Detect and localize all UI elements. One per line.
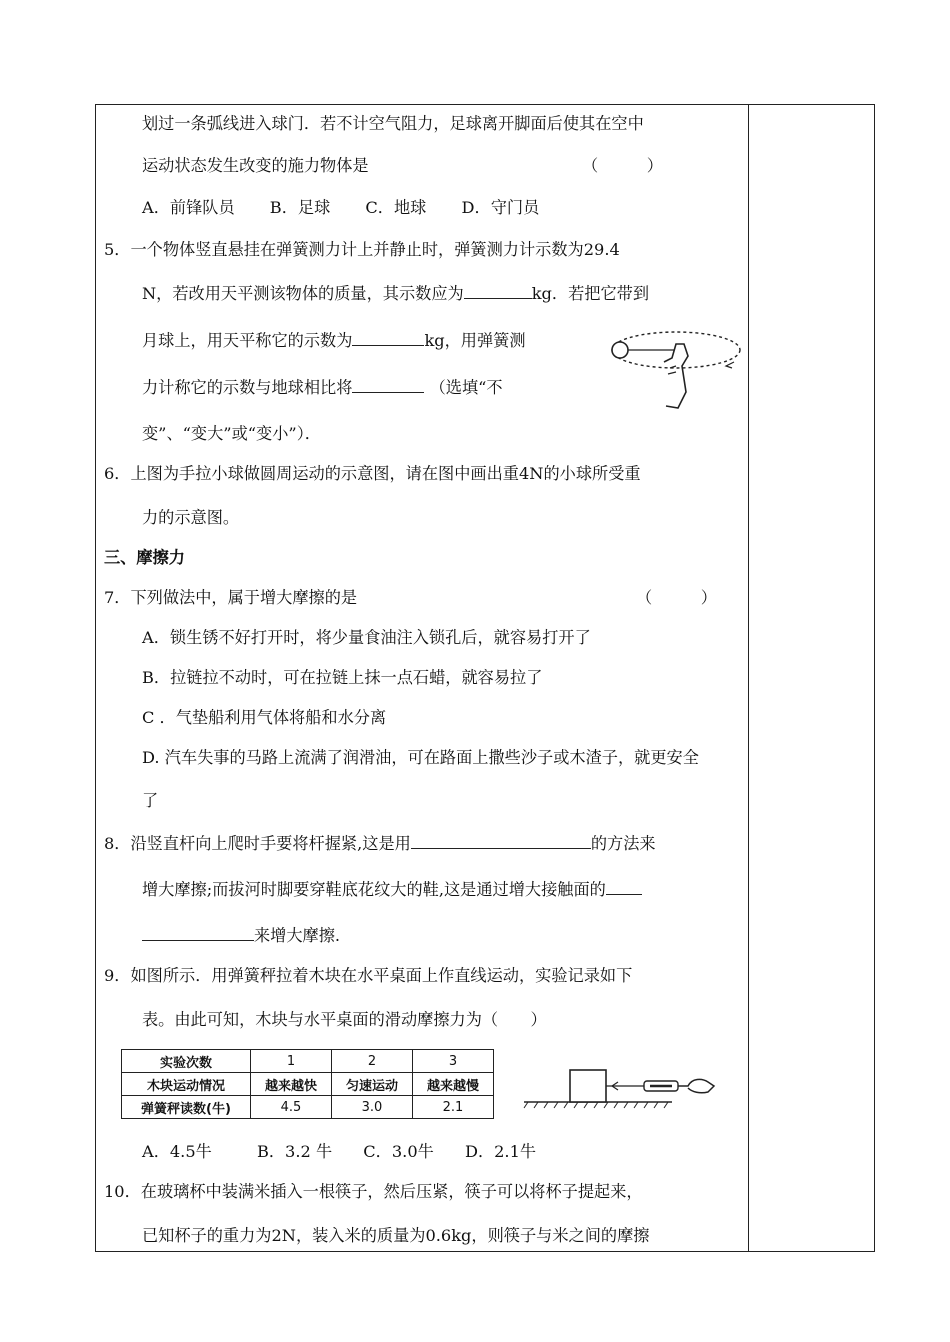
table-cell: 越来越慢 xyxy=(413,1073,494,1096)
table-cell: 4.5 xyxy=(251,1096,332,1119)
table-header-cell: 1 xyxy=(251,1050,332,1073)
table-cell: 3.0 xyxy=(332,1096,413,1119)
q8-line2: 增大摩擦;而拔河时脚要穿鞋底花纹大的鞋,这是通过增大接触面的 xyxy=(142,878,642,902)
q5-line3: 月球上，用天平称它的示数为 kg，用弹簧测 xyxy=(142,331,526,350)
direction-arrow xyxy=(726,362,734,368)
q5-line4: 力计称它的示数与地球相比将 （选填“不 xyxy=(142,378,503,397)
q9-option-c[interactable]: C．3.0牛 xyxy=(363,1142,434,1161)
q4-line1: 划过一条弧线进入球门．若不计空气阻力，足球离开脚面后使其在空中 xyxy=(142,114,644,133)
table-cell: 木块运动情况 xyxy=(122,1073,251,1096)
q7-answer-paren[interactable]: （ ） xyxy=(636,588,717,607)
q4-line2: 运动状态发生改变的施力物体是 xyxy=(142,156,369,175)
column-divider xyxy=(748,104,749,1252)
q9-option-b[interactable]: B．3.2 牛 xyxy=(256,1142,333,1161)
pulling-hand xyxy=(678,1079,714,1092)
q7-option-d-cont: 了 xyxy=(142,791,159,810)
q9-line2: 表。由此可知，木块与水平桌面的滑动摩擦力为（ ） xyxy=(142,1010,547,1029)
wooden-block xyxy=(570,1070,606,1102)
ball xyxy=(612,342,628,358)
q9-line1: 9．如图所示．用弹簧秤拉着木块在水平桌面上作直线运动，实验记录如下 xyxy=(104,966,633,985)
experiment-table xyxy=(121,1049,494,1119)
q8-line1: 8．沿竖直杆向上爬时手要将杆握紧,这是用 的方法来 xyxy=(104,834,656,853)
table-header-cell: 3 xyxy=(413,1050,494,1073)
q7-option-a[interactable]: A．锁生锈不好打开时，将少量食油注入锁孔后，就容易打开了 xyxy=(142,628,591,647)
q5-line1: 5．一个物体竖直悬挂在弹簧测力计上并静止时，弹簧测力计示数为29.4 xyxy=(104,240,620,259)
q9-option-d[interactable]: D．2.1牛 xyxy=(464,1142,537,1161)
table-cell: 弹簧秤读数(牛) xyxy=(122,1096,251,1119)
q6-line2: 力的示意图。 xyxy=(142,508,240,527)
table-header-cell: 实验次数 xyxy=(122,1050,251,1073)
hand-ball-circular-motion-figure xyxy=(604,322,744,414)
q4-option-b[interactable]: B．足球 xyxy=(269,198,331,217)
q5-blank-3[interactable] xyxy=(352,376,424,393)
table-cell: 2.1 xyxy=(413,1096,494,1119)
q7-stem: 7．下列做法中，属于增大摩擦的是 xyxy=(104,588,358,607)
q5-blank-2[interactable] xyxy=(352,329,424,346)
q4-options xyxy=(142,196,539,220)
table-header-cell: 2 xyxy=(332,1050,413,1073)
q7-option-c[interactable]: C ．气垫船利用气体将船和水分离 xyxy=(142,708,387,727)
q10-line1: 10．在玻璃杯中装满米插入一根筷子，然后压紧，筷子可以将杯子提起来， xyxy=(104,1182,643,1201)
q4-answer-paren[interactable]: （ ） xyxy=(582,156,663,175)
q9-options xyxy=(142,1140,536,1164)
q8-blank-2b[interactable] xyxy=(142,924,254,941)
q6-line1: 6．上图为手拉小球做圆周运动的示意图，请在图中画出重4N的小球所受重 xyxy=(104,464,641,483)
q8-blank-1[interactable] xyxy=(411,832,591,849)
q5-blank-1[interactable] xyxy=(464,282,532,299)
q7-option-d[interactable]: D. 汽车失事的马路上流满了润滑油，可在路面上撒些沙子或木渣子，就更安全 xyxy=(142,748,699,767)
hand xyxy=(664,344,688,408)
q5-line5: 变”、“变大”或“变小”）． xyxy=(142,424,321,443)
q10-line2: 已知杯子的重力为2N，装入米的质量为0.6kg，则筷子与米之间的摩擦 xyxy=(142,1226,650,1245)
q4-option-d[interactable]: D．守门员 xyxy=(461,198,540,217)
q9-option-a[interactable]: A．4.5牛 xyxy=(142,1142,212,1161)
table-cell: 匀速运动 xyxy=(332,1073,413,1096)
table-row xyxy=(122,1050,494,1073)
block-spring-scale-figure xyxy=(522,1064,732,1112)
q4-option-a[interactable]: A．前锋队员 xyxy=(142,198,235,217)
table-row xyxy=(122,1096,494,1119)
q7-option-b[interactable]: B．拉链拉不动时，可在拉链上抹一点石蜡，就容易拉了 xyxy=(142,668,543,687)
surface-hatching xyxy=(524,1102,668,1108)
section-title-friction: 三、摩擦力 xyxy=(104,548,185,567)
q8-blank-2a[interactable] xyxy=(606,878,642,895)
table-row xyxy=(122,1073,494,1096)
q5-line2: N，若改用天平测该物体的质量，其示数应为 kg．若把它带到 xyxy=(142,284,650,303)
table-cell: 越来越快 xyxy=(251,1073,332,1096)
q4-option-c[interactable]: C．地球 xyxy=(365,198,427,217)
q8-line3: 来增大摩擦. xyxy=(142,924,340,948)
